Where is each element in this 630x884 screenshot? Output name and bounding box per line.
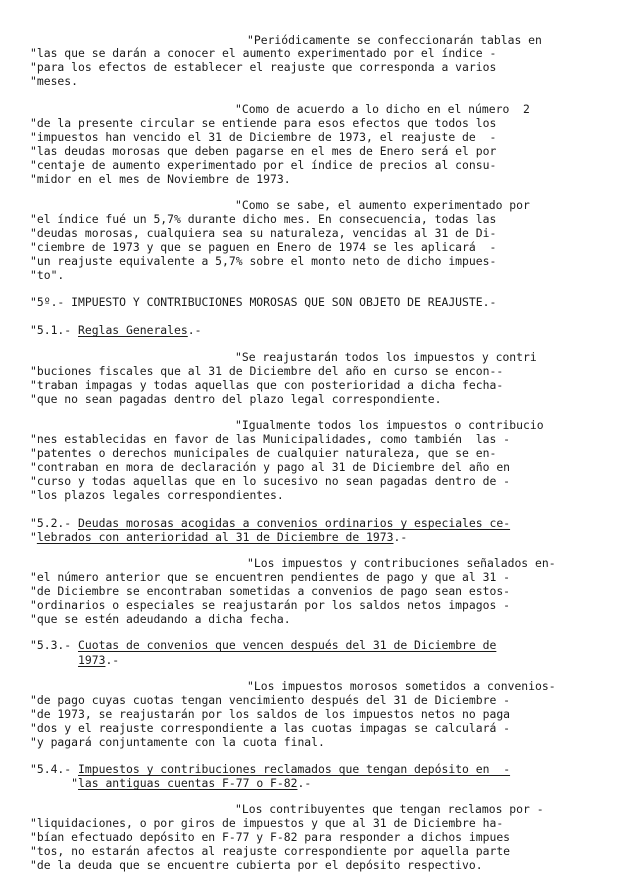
text-line: "liquidaciones, o por giros de impuestos y que al 31 de Diciembre ha- [30,816,504,830]
text-line: "Los impuestos morosos sometidos a convenios- [247,679,556,693]
text-line: "que no sean pagadas dentro del plazo legal correspondiente. [30,392,442,406]
text-line: "impuestos han vencido el 31 de Diciembre de 1973, el reajuste de - [30,130,497,144]
subsection-heading [30,324,201,337]
text-line: "dos y el reajuste correspondiente a las cuotas impagas se calculará - [30,721,511,735]
text-line: "bían efectuado depósito en F-77 y F-82 para responder a dichos impues [30,830,511,844]
subsection-indent [30,653,78,667]
subsection-title-cont: lebrados con anterioridad al 31 de Diciembre de 1973 [36,530,394,544]
subsection-heading-cont [30,654,119,667]
text-line: "Se reajustarán todos los impuestos y contri [235,350,537,364]
text-line: "el índice fué un 5,7% durante dicho mes. En consecuencia, todas las [30,212,497,226]
subsection-number: "5.4.- [30,762,79,776]
text-line: "curso y todas aquellas que en lo sucesivo no sean pagadas dentro de - [30,474,511,488]
text-line: "de 1973, se reajustarán por los saldos de los impuestos netos no paga [30,707,511,721]
subsection-indent: " [30,776,79,790]
text-line: "las deudas morosas que deben pagarse en el mes de Enero será el por [30,144,497,158]
text-line: "traban impagas y todas aquellas que con posterioridad a dicha fecha- [30,378,504,392]
text-line: "to". [30,268,65,282]
subsection-heading-cont [30,777,311,790]
subsection-title-cont: 1973 [78,653,106,667]
subsection-suffix: .- [105,653,120,667]
subsection-heading-cont [30,531,407,544]
text-line: "de la deuda que se encuentre cubierta por el depósito respectivo. [30,858,483,872]
subsection-title-cont: las antiguas cuentas F-77 o F-82 [78,776,298,790]
text-line: "patentes o derechos municipales de cualquier naturaleza, que se en- [30,446,497,460]
text-line: "ciembre de 1973 y que se paguen en Enero de 1974 se les aplicará - [30,240,497,254]
text-line: "las que se darán a conocer el aumento experimentado por el índice - [30,46,497,60]
text-line: "meses. [30,74,79,88]
subsection-number: "5.2.- [30,516,79,530]
text-line: "Los impuestos y contribuciones señalados en- [247,556,556,570]
text-line: "de Diciembre se encontraban sometidas a convenios de pago sean estos- [30,584,511,598]
text-line: "de la presente circular se entiende para esos efectos que todos los [30,116,497,130]
subsection-suffix: .- [187,323,202,337]
subsection-suffix: .- [393,530,408,544]
subsection-heading [30,763,510,776]
text-line: "el número anterior que se encuentren pendientes de pago y que al 31 - [30,570,511,584]
text-line: "ordinarios o especiales se reajustarán por los saldos netos impagos - [30,598,511,612]
subsection-quote: " [30,530,37,544]
text-line: "Periódicamente se confeccionarán tablas en [247,33,542,47]
subsection-heading [30,517,510,530]
subsection-number: "5.3.- [30,638,79,652]
text-line: "deudas morosas, cualquiera sea su naturaleza, vencidas al 31 de Di- [30,226,497,240]
text-line: "buciones fiscales que al 31 de Diciembre del año en curso se encon-- [30,364,504,378]
subsection-title: Impuestos y contribuciones reclamados que tengan depósito en - [78,762,511,776]
text-line: "nes establecidas en favor de las Municipalidades, como también las - [30,432,511,446]
subsection-title: Cuotas de convenios que vencen después del 31 de Diciembre de [78,638,497,652]
section-heading: "5º.- IMPUESTO Y CONTRIBUCIONES MOROSAS QUE SON OBJETO DE REAJUSTE.- [30,295,497,309]
subsection-suffix: .- [297,776,312,790]
text-line: "un reajuste equivalente a 5,7% sobre el monto neto de dicho impues- [30,254,497,268]
text-line: "contraban en mora de declaración y pago al 31 de Diciembre del año en [30,460,511,474]
subsection-number: "5.1.- [30,323,79,337]
text-line: "Los contribuyentes que tengan reclamos por - [235,802,544,816]
text-line: "Igualmente todos los impuestos o contribucio [235,418,544,432]
text-line: "de pago cuyas cuotas tengan vencimiento después del 31 de Diciembre - [30,693,511,707]
text-line: "que se estén adeudando a dicha fecha. [30,612,291,626]
text-line: "tos, no estarán afectos al reajuste correspondiente por aquella parte [30,844,511,858]
text-line: "para los efectos de establecer el reajuste que corresponda a varios [30,60,497,74]
subsection-heading [30,639,496,652]
text-line: "y pagará conjuntamente con la cuota final. [30,735,325,749]
text-line: "Como de acuerdo a lo dicho en el número 2 [235,102,530,116]
text-line: "centaje de aumento experimentado por el índice de precios al consu- [30,158,497,172]
subsection-title: Deudas morosas acogidas a convenios ordinarios y especiales ce- [78,516,511,530]
subsection-title: Reglas Generales [78,323,188,337]
text-line: "los plazos legales correspondientes. [30,488,284,502]
text-line: "Como se sabe, el aumento experimentado por [235,198,530,212]
text-line: "midor en el mes de Noviembre de 1973. [30,172,291,186]
